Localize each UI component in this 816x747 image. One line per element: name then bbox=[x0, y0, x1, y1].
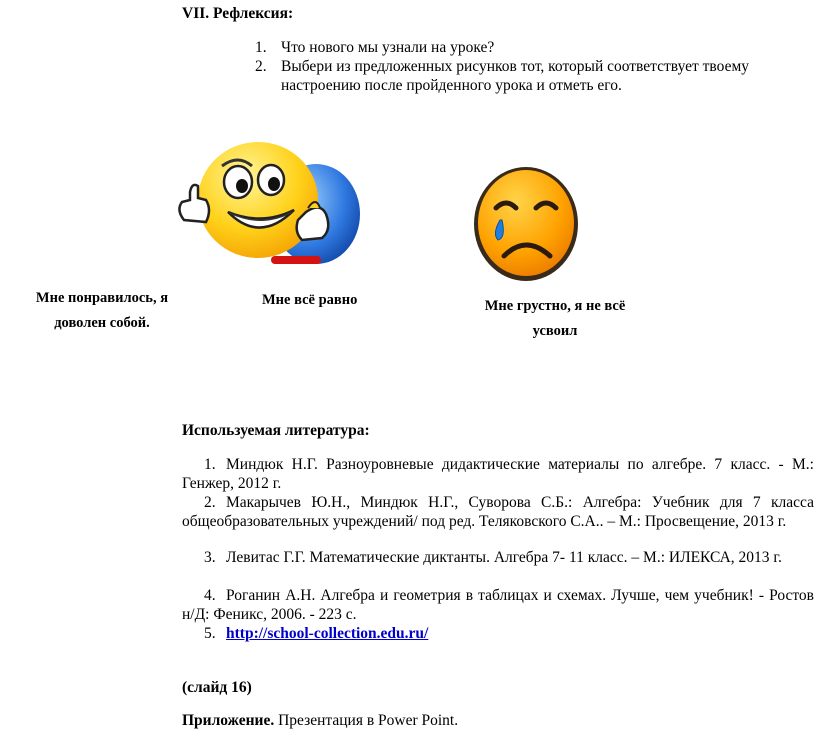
slide-note: (слайд 16) bbox=[182, 679, 252, 696]
question-text: Выбери из предложенных рисунков тот, который соответствует твоему настроению после пройденного урока и отметь его. bbox=[281, 58, 750, 94]
question-number: 1. bbox=[255, 39, 267, 56]
reflection-questions bbox=[255, 38, 795, 95]
literature-title: Используемая литература: bbox=[182, 422, 370, 439]
literature-item bbox=[182, 548, 814, 567]
school-collection-link[interactable]: http://school-collection.edu.ru/ bbox=[226, 625, 429, 642]
appendix-line bbox=[182, 711, 458, 730]
question-number: 2. bbox=[255, 58, 267, 75]
literature-number: 5. bbox=[204, 625, 216, 642]
question-item bbox=[255, 38, 795, 57]
sad-smiley-icon bbox=[470, 164, 582, 284]
caption-sad: Мне грустно, я не всё усвоил bbox=[484, 298, 626, 339]
literature-text: Миндюк Н.Г. Разноуровневые дидактические материалы по алгебре. 7 класс. - М.: Генжер, 2012 г. bbox=[182, 456, 814, 492]
literature-item bbox=[182, 493, 814, 531]
happy-smiley-icon bbox=[176, 140, 366, 275]
appendix-label: Приложение. bbox=[182, 712, 275, 729]
literature-number: 3. bbox=[204, 549, 216, 566]
caption-neutral: Мне всё равно bbox=[262, 292, 358, 308]
literature-number: 4. bbox=[204, 587, 216, 604]
literature-text: Макарычев Ю.Н., Миндюк Н.Г., Суворова С.Б.: Алгебра: Учебник для 7 класса общеобразовательных учреждений/ под ред. Теляковского С.А.. – М.: Просвещение, 2013 г. bbox=[182, 494, 814, 530]
literature-number: 1. bbox=[204, 456, 216, 473]
section-title: VII. Рефлексия: bbox=[182, 5, 294, 22]
question-text: Что нового мы узнали на уроке? bbox=[281, 39, 495, 56]
literature-item bbox=[182, 624, 814, 643]
appendix-text: Презентация в Power Point. bbox=[274, 712, 459, 729]
literature-number: 2. bbox=[204, 494, 216, 511]
literature-text: Роганин А.Н. Алгебра и геометрия в таблицах и схемах. Лучше, чем учебник! - Ростов н/Д: Феникс, 2006. - 223 с. bbox=[182, 587, 814, 623]
caption-happy: Мне понравилось, я доволен собой. bbox=[35, 290, 169, 331]
literature-item bbox=[182, 586, 814, 624]
literature-item bbox=[182, 455, 814, 493]
question-item bbox=[255, 57, 795, 95]
literature-text: Левитас Г.Г. Математические диктанты. Алгебра 7- 11 класс. – М.: ИЛЕКСА, 2013 г. bbox=[226, 549, 782, 566]
